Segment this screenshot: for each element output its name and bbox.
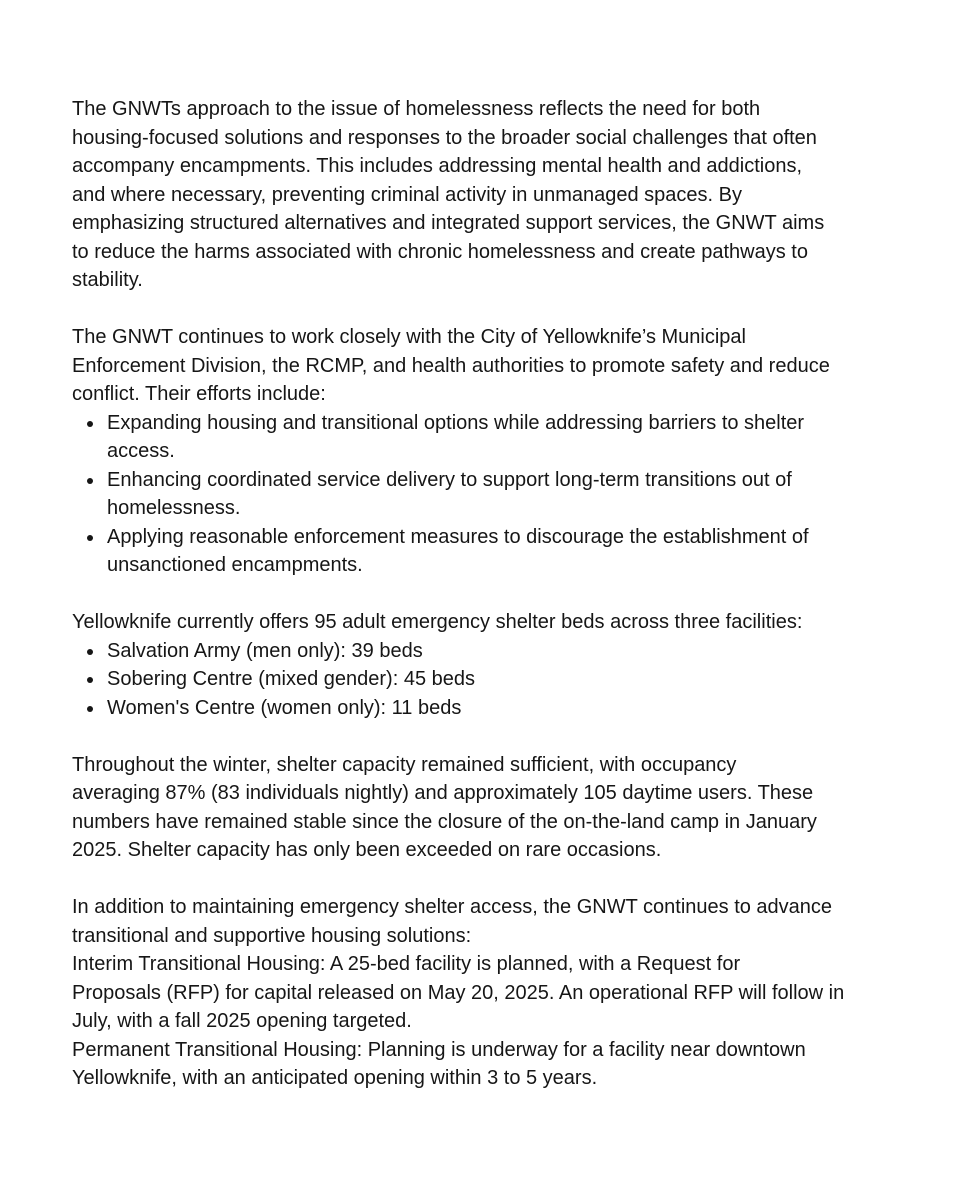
bullet-list [72,409,932,580]
bullet-item [72,694,932,723]
paragraph [72,950,932,1036]
paragraph-line: stability. [72,269,143,291]
paragraph-line: averaging 87% (83 individuals nightly) and approximately 105 daytime users. These [72,782,814,804]
paragraph-line: In addition to maintaining emergency shelter access, the GNWT continues to advance [72,896,833,918]
bullet-item [72,523,932,580]
bullet-line: Salvation Army (men only): 39 beds [107,639,423,662]
paragraph-line: Throughout the winter, shelter capacity remained sufficient, with occupancy [72,753,737,776]
paragraph [72,1036,932,1093]
paragraph-line: 2025. Shelter capacity has only been exceeded on rare occasions. [72,839,662,861]
paragraph-line: The GNWTs approach to the issue of homelessness reflects the need for both [72,98,761,120]
bullet-item [72,665,932,694]
paragraph-line: Proposals (RFP) for capital released on May 20, 2025. An operational RFP will follow in [72,981,845,1004]
paragraph [72,608,932,637]
paragraph-line: accompany encampments. This includes addressing mental health and addictions, [72,155,803,177]
bullet-line: access. [107,440,175,462]
document-body [72,95,932,1121]
paragraph [72,893,932,950]
bullet-line: Expanding housing and transitional options while addressing barriers to shelter [107,411,805,434]
paragraph-line: to reduce the harms associated with chronic homelessness and create pathways to [72,240,808,263]
paragraph-line: numbers have remained stable since the closure of the on-the-land camp in January [72,810,817,833]
bullet-line: Applying reasonable enforcement measures to discourage the establishment of [107,525,809,548]
paragraph [72,95,932,295]
bullet-line: unsanctioned encampments. [107,554,363,576]
paragraph-line: conflict. Their efforts include: [72,383,326,405]
paragraph [72,751,932,865]
bullet-line: Women's Centre (women only): 11 beds [107,696,462,719]
bullet-item [72,466,932,523]
paragraph-line: transitional and supportive housing solutions: [72,924,472,947]
bullet-line: Sobering Centre (mixed gender): 45 beds [107,668,475,690]
paragraph-line: July, with a fall 2025 opening targeted. [72,1010,412,1032]
paragraph-line: Yellowknife currently offers 95 adult emergency shelter beds across three facilities: [72,611,803,633]
bullet-list [72,637,932,723]
paragraph-line: Interim Transitional Housing: A 25-bed facility is planned, with a Request for [72,953,741,975]
paragraph-line: The GNWT continues to work closely with the City of Yellowknife’s Municipal [72,326,746,348]
paragraph-line: emphasizing structured alternatives and integrated support services, the GNWT aims [72,212,825,234]
paragraph-line: and where necessary, preventing criminal activity in unmanaged spaces. By [72,183,742,206]
paragraph-line: Permanent Transitional Housing: Planning is underway for a facility near downtown [72,1038,806,1061]
paragraph [72,323,932,409]
bullet-item [72,409,932,466]
bullet-item [72,637,932,666]
bullet-line: homelessness. [107,497,241,519]
paragraph-line: housing-focused solutions and responses to the broader social challenges that often [72,126,817,149]
paragraph-line: Enforcement Division, the RCMP, and health authorities to promote safety and reduce [72,354,830,377]
paragraph-line: Yellowknife, with an anticipated opening within 3 to 5 years. [72,1067,598,1089]
bullet-line: Enhancing coordinated service delivery to support long-term transitions out of [107,468,792,491]
